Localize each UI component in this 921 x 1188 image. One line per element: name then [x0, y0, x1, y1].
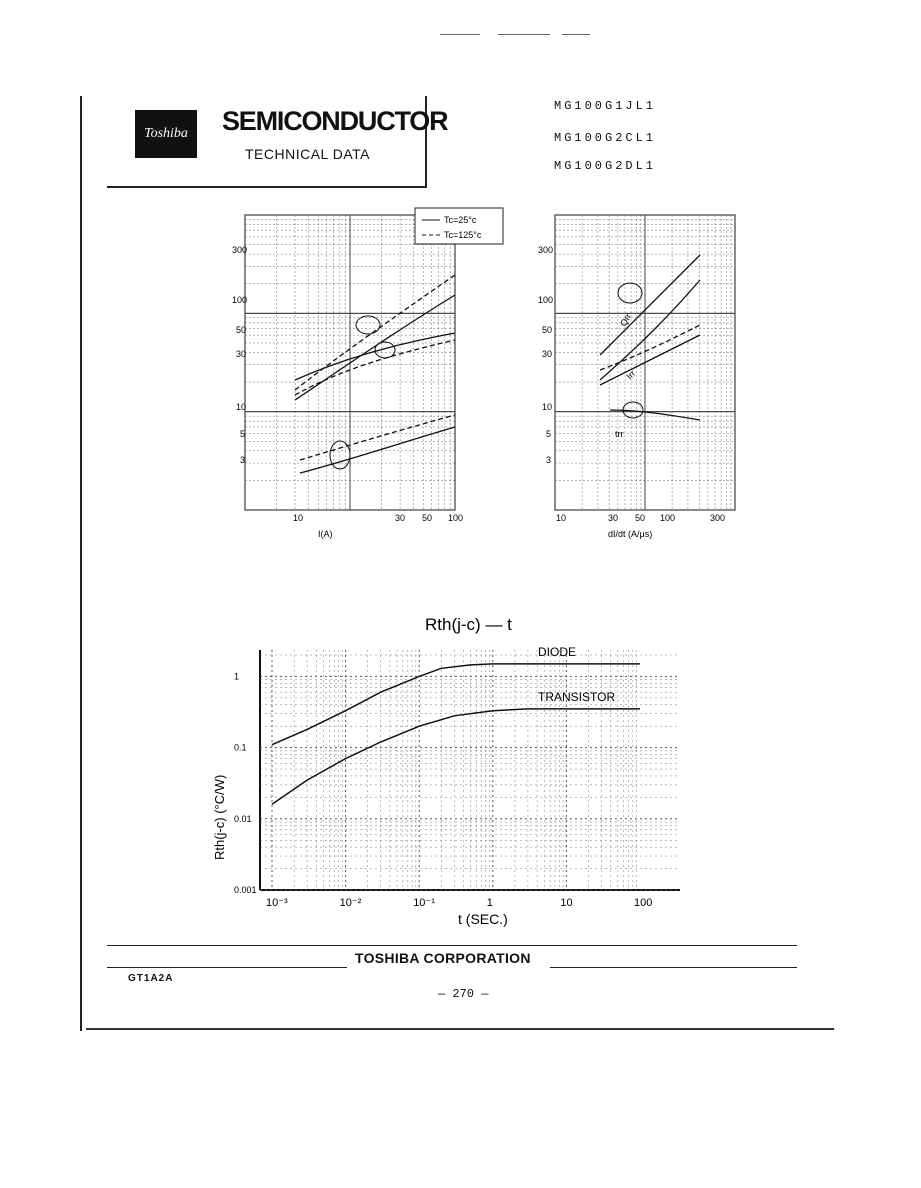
right-xtick-100: 100	[660, 513, 676, 523]
left-xtick-50: 50	[422, 513, 433, 523]
part-number-1: MG100G1JL1	[554, 99, 657, 113]
left-callout-1	[356, 316, 380, 334]
left-xtick-100: 100	[448, 513, 464, 523]
rth-ytick-2: 0.01	[234, 813, 252, 824]
top-rule-3	[562, 34, 590, 35]
right-irr-curve	[600, 335, 700, 385]
right-label-qrr: Qrr	[618, 311, 634, 328]
rth-xlabel: t (SEC.)	[458, 911, 508, 927]
right-ytick-100: 100	[538, 295, 554, 305]
left-ytick-50: 50	[236, 325, 247, 335]
left-xtick-30: 30	[395, 513, 406, 523]
left-ytick-30: 30	[236, 349, 247, 359]
rth-xticks	[266, 897, 652, 909]
rth-ytick-0: 1	[234, 671, 240, 682]
left-irr-25-curve	[300, 427, 455, 473]
rth-series-label-0: DIODE	[538, 644, 577, 659]
rth-xtick-1: 10⁻²	[339, 897, 362, 909]
right-xtick-50: 50	[635, 513, 646, 523]
right-label-trr: trr	[615, 429, 624, 439]
rth-series-label-1: TRANSISTOR	[538, 689, 616, 704]
rth-grid	[260, 650, 680, 890]
left-irr-125-curve	[300, 415, 455, 460]
right-irr-curve-dashed	[600, 325, 700, 370]
rth-xtick-4: 10	[560, 897, 573, 909]
part-number-3: MG100G2DL1	[554, 159, 657, 173]
left-ytick-5: 5	[240, 429, 246, 439]
left-xtick-10: 10	[293, 513, 304, 523]
footer-corporation: TOSHIBA CORPORATION	[355, 950, 531, 966]
right-label-irr: Irr	[624, 368, 638, 382]
page-title: SEMICONDUCTOR	[222, 106, 448, 136]
right-ytick-5: 5	[546, 429, 552, 439]
footer-rule-top	[107, 945, 797, 946]
legend-tc25: Tc=25°c	[444, 215, 477, 225]
top-rule-1	[440, 34, 480, 35]
right-ytick-10: 10	[542, 402, 553, 412]
right-ytick-3: 3	[546, 455, 552, 465]
left-xlabel: I(A)	[318, 529, 333, 539]
part-number-2: MG100G2CL1	[554, 131, 657, 145]
page-number: — 270 —	[438, 987, 489, 1001]
rth-chart-title: Rth(j-c) — t	[425, 615, 512, 634]
right-xlabel: dI/dt (A/μs)	[608, 529, 653, 539]
right-ytick-30: 30	[542, 349, 553, 359]
rth-xtick-3: 1	[486, 897, 493, 909]
rth-series	[272, 645, 640, 804]
left-ytick-100: 100	[232, 295, 248, 305]
rth-xtick-2: 10⁻¹	[413, 897, 435, 909]
right-callout-1	[618, 283, 642, 303]
left-trr-25-curve	[295, 333, 455, 380]
left-ytick-300: 300	[232, 245, 248, 255]
page-frame-bottom	[86, 1028, 834, 1030]
rth-xtick-0: 10⁻³	[266, 897, 288, 909]
right-qrr-curve	[600, 255, 700, 355]
toshiba-logo: Toshiba	[135, 110, 197, 158]
right-xtick-30: 30	[608, 513, 619, 523]
thermal-resistance-chart	[200, 600, 680, 930]
right-qrr-curve-2	[600, 280, 700, 380]
rth-xtick-5: 100	[634, 897, 653, 909]
footer-doc-code: GT1A2A	[128, 973, 174, 984]
right-xtick-10: 10	[556, 513, 567, 523]
rth-series-line-1	[272, 709, 640, 804]
right-xtick-300: 300	[710, 513, 726, 523]
rth-ytick-1: 0.1	[234, 742, 247, 753]
page-frame-left	[80, 96, 82, 1031]
left-ytick-3: 3	[240, 455, 246, 465]
right-ytick-300: 300	[538, 245, 554, 255]
left-ytick-10: 10	[236, 402, 247, 412]
rth-ytick-3: 0.001	[234, 885, 257, 895]
top-rule-2	[498, 34, 550, 35]
page-subtitle: TECHNICAL DATA	[245, 146, 370, 162]
legend-tc125: Tc=125°c	[444, 230, 482, 240]
right-ytick-50: 50	[542, 325, 553, 335]
recovery-characteristics-charts	[190, 205, 745, 545]
footer-rule-left	[107, 967, 347, 968]
rth-ylabel: Rth(j-c) (°C/W)	[212, 774, 227, 860]
rth-yticks	[234, 671, 257, 895]
footer-rule-right	[550, 967, 797, 968]
